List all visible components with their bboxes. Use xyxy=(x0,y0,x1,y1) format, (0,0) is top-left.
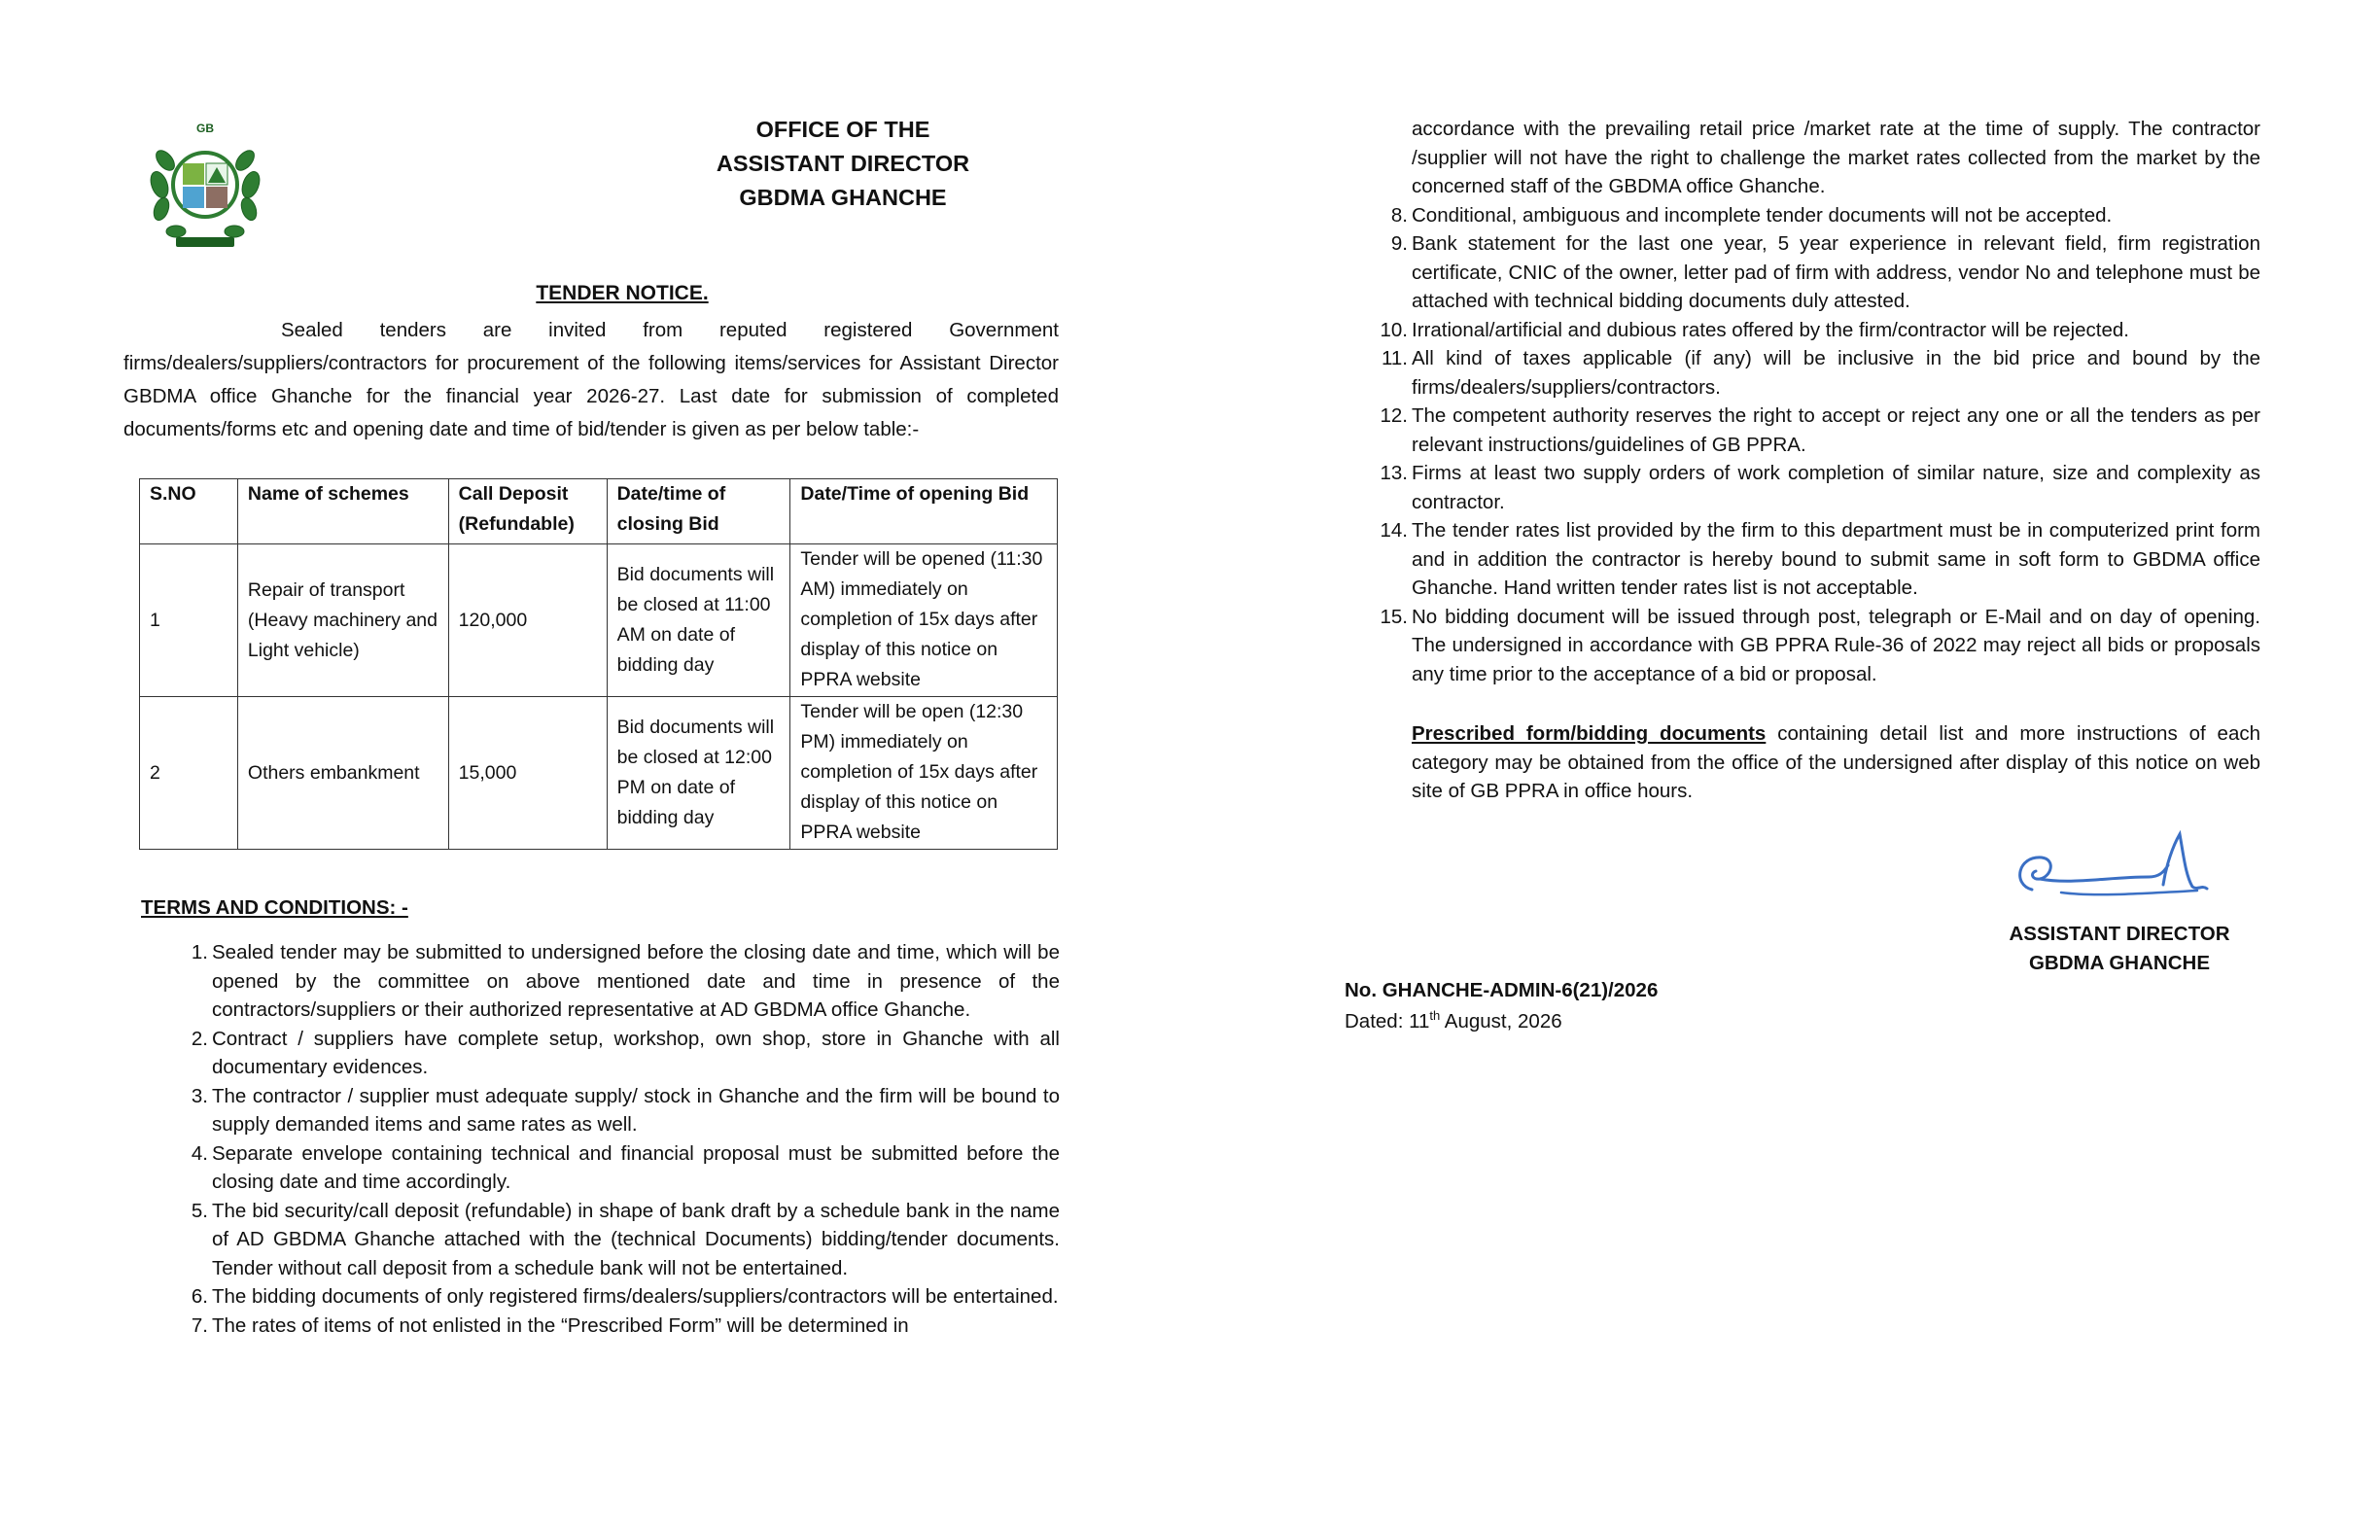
table-row xyxy=(140,697,1058,850)
table-cell: Others embankment xyxy=(237,697,448,850)
list-item xyxy=(191,1312,1060,1341)
prescribed-text: containing detail list and more instructions of each category may be obtained from the office of the undersigned after display of this notice on web site of GB PPRA in office hours. xyxy=(1412,722,2260,802)
signatory-line-2: GBDMA GHANCHE xyxy=(2028,951,2210,974)
terms-list-left xyxy=(191,938,1060,1340)
item-text: The rates of items of not enlisted in the “Prescribed Form” will be determined in xyxy=(212,1313,909,1337)
date-line xyxy=(1345,1008,1562,1033)
list-item xyxy=(191,1025,1060,1082)
intro-paragraph xyxy=(123,314,1059,446)
item-number: 4. xyxy=(191,1141,208,1165)
item-text: Irrational/artificial and dubious rates offered by the firm/contractor will be rejected. xyxy=(1412,318,2129,341)
item-number: 3. xyxy=(191,1084,208,1107)
list-item xyxy=(191,1197,1060,1283)
item-number: 10. xyxy=(1380,318,1408,341)
table-row xyxy=(140,544,1058,697)
table-header-cell: S.NO xyxy=(140,479,238,544)
table-cell: 1 xyxy=(140,544,238,697)
list-item xyxy=(1380,316,2260,345)
item-number: 1. xyxy=(191,941,208,963)
item-number: 7. xyxy=(191,1313,208,1337)
gb-emblem-logo xyxy=(142,117,268,253)
item-text: Conditional, ambiguous and incomplete tender documents will not be accepted. xyxy=(1412,203,2113,227)
item-number: 9. xyxy=(1390,232,1408,255)
table-cell: Bid documents will be closed at 11:00 AM on date of bidding day xyxy=(607,544,790,697)
item-text: Sealed tender may be submitted to undersigned before the closing date and time, which will be opened by the committee on above mentioned date and time in presence of the contractors/suppliers or their authorized representative at AD GBDMA office Ghanche. xyxy=(212,941,1060,1021)
item-text: Separate envelope containing technical and financial proposal must be submitted before the closing date and time accordingly. xyxy=(212,1141,1060,1193)
list-item xyxy=(1380,603,2260,689)
item-text: The bid security/call deposit (refundable) in shape of bank draft by a schedule bank in the name of AD GBDMA Ghanche attached with the (technical Documents) bidding/tender documents. Tender without call deposit from a schedule bank will not be entertained. xyxy=(212,1199,1060,1279)
list-item xyxy=(1390,229,2260,316)
prescribed-bold: Prescribed form/bidding documents xyxy=(1412,722,1767,745)
signatory-block xyxy=(1964,920,2275,977)
notice-title: TENDER NOTICE. xyxy=(536,282,709,304)
list-item xyxy=(191,1139,1060,1197)
date-prefix: Dated: 11 xyxy=(1345,1009,1430,1032)
item-text: The contractor / supplier must adequate supply/ stock in Ghanche and the firm will be bound to supply demanded items and same rates as well. xyxy=(212,1084,1060,1136)
item-number: 11. xyxy=(1382,347,1408,369)
item-text: All kind of taxes applicable (if any) will be inclusive in the bid price and bound by the firms/dealers/suppliers/contractors. xyxy=(1412,347,2260,399)
intro-text: Sealed tenders are invited from reputed registered Government firms/dealers/suppliers/contractors for procurement of the following items/services for Assistant Director GBDMA office Ghanche for the financial year 2026-27. Last date for submission of completed documents/forms etc and opening date and time of bid/tender is given as per below table:- xyxy=(123,319,1059,440)
item-number: 13. xyxy=(1380,462,1408,484)
table-cell: Repair of transport (Heavy machinery and Light vehicle) xyxy=(237,544,448,697)
terms-list-right-items xyxy=(1380,201,2260,689)
table-cell: 15,000 xyxy=(448,697,607,850)
item-number: 15. xyxy=(1380,605,1408,628)
terms-heading: TERMS AND CONDITIONS: - xyxy=(141,896,408,919)
signatory-line-1: ASSISTANT DIRECTOR xyxy=(2009,923,2230,945)
table-header-cell: Call Deposit (Refundable) xyxy=(448,479,607,544)
item-number: 14. xyxy=(1380,519,1408,542)
table-header-cell: Name of schemes xyxy=(237,479,448,544)
signature-image xyxy=(2003,817,2217,924)
tender-table xyxy=(139,478,1058,850)
date-rest: August, 2026 xyxy=(1440,1009,1562,1032)
item-text: Bank statement for the last one year, 5 year experience in relevant field, firm registration certificate, CNIC of the owner, letter pad of firm with address, vendor No and telephone must be attached with technical bidding documents duly attested. xyxy=(1412,232,2260,312)
item-text: The bidding documents of only registered firms/dealers/suppliers/contractors will be entertained. xyxy=(212,1285,1059,1308)
list-item xyxy=(1380,516,2260,603)
table-cell: 2 xyxy=(140,697,238,850)
item-7-continuation: accordance with the prevailing retail price /market rate at the time of supply. The contractor /supplier will not have the right to challenge the market rates collected from the market by the concerned staff of the GBDMA office Ghanche. xyxy=(1412,118,2260,197)
list-item xyxy=(1390,201,2260,230)
list-item xyxy=(1380,459,2260,516)
table-header-row xyxy=(140,479,1058,544)
item-text: Contract / suppliers have complete setup, workshop, own shop, store in Ghanche with all documentary evidences. xyxy=(212,1027,1060,1078)
item-number: 12. xyxy=(1380,404,1408,427)
table-cell: 120,000 xyxy=(448,544,607,697)
list-item xyxy=(1380,402,2260,459)
list-item xyxy=(191,1282,1060,1312)
prescribed-paragraph xyxy=(1412,719,2260,806)
item-text: The competent authority reserves the right to accept or reject any one or all the tenders as per relevant instructions/guidelines of GB PPRA. xyxy=(1412,404,2260,456)
item-number: 8. xyxy=(1390,203,1408,227)
item-number: 2. xyxy=(191,1027,208,1050)
reference-number: No. GHANCHE-ADMIN-6(21)/2026 xyxy=(1345,979,1659,1001)
item-text: No bidding document will be issued through post, telegraph or E-Mail and on day of opening. The undersigned in accordance with GB PPRA Rule-36 of 2022 may reject all bids or proposals any time prior to the acceptance of a bid or proposal. xyxy=(1412,605,2260,685)
table-header-cell: Date/Time of opening Bid xyxy=(790,479,1058,544)
table-header-cell: Date/time of closing Bid xyxy=(607,479,790,544)
table-cell: Tender will be opened (11:30 AM) immediately on completion of 15x days after display of this notice on PPRA website xyxy=(790,544,1058,697)
item-number: 5. xyxy=(191,1199,208,1222)
item-text: The tender rates list provided by the firm to this department must be in computerized print form and in addition the contractor is hereby bound to submit same in soft form to GBDMA office Ghanche. Hand written tender rates list is not acceptable. xyxy=(1412,519,2260,599)
item-text: Firms at least two supply orders of work completion of similar nature, size and complexity as contractor. xyxy=(1412,462,2260,513)
logo-text: GB xyxy=(196,122,214,135)
date-suffix-ordinal: th xyxy=(1429,1008,1441,1023)
office-line-3: GBDMA GHANCHE xyxy=(739,185,947,210)
terms-list-right xyxy=(1380,115,2260,688)
list-item xyxy=(191,938,1060,1025)
table-cell: Bid documents will be closed at 12:00 PM on date of bidding day xyxy=(607,697,790,850)
list-item xyxy=(1382,344,2260,402)
item-number: 6. xyxy=(191,1285,208,1308)
office-line-1: OFFICE OF THE xyxy=(755,117,930,142)
table-cell: Tender will be open (12:30 PM) immediately on completion of 15x days after display of this notice on PPRA website xyxy=(790,697,1058,850)
list-item xyxy=(191,1082,1060,1139)
office-line-2: ASSISTANT DIRECTOR xyxy=(716,151,970,176)
office-header xyxy=(610,113,1076,215)
